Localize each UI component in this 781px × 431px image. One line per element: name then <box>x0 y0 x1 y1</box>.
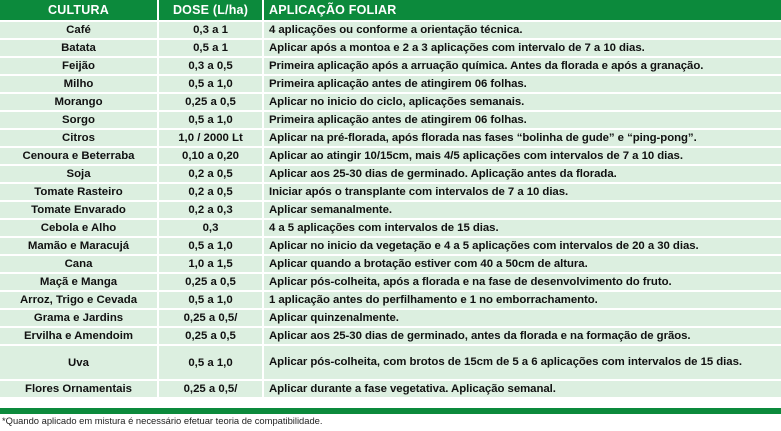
table-row <box>0 148 781 166</box>
cell-aplicacao: Aplicar quinzenalmente. <box>264 310 781 328</box>
cell-dose: 0,25 a 0,5 <box>159 328 264 346</box>
cell-dose: 0,2 a 0,3 <box>159 202 264 220</box>
cell-dose: 0,3 a 0,5 <box>159 58 264 76</box>
cell-cultura: Feijão <box>0 58 159 76</box>
cell-cultura: Arroz, Trigo e Cevada <box>0 292 159 310</box>
table-row <box>0 346 781 381</box>
table-row <box>0 76 781 94</box>
table-row <box>0 202 781 220</box>
cell-aplicacao: Aplicar pós-colheita, após a florada e na fase de desenvolvimento do fruto. <box>264 274 781 292</box>
cell-aplicacao: Aplicar após a montoa e 2 a 3 aplicações com intervalo de 7 a 10 dias. <box>264 40 781 58</box>
cell-cultura: Ervilha e Amendoim <box>0 328 159 346</box>
table-row <box>0 256 781 274</box>
table-header-row <box>0 0 781 22</box>
cell-cultura: Tomate Rasteiro <box>0 184 159 202</box>
cell-cultura: Cana <box>0 256 159 274</box>
table-body <box>0 22 781 399</box>
cell-dose: 0,25 a 0,5 <box>159 274 264 292</box>
cell-cultura: Mamão e Maracujá <box>0 238 159 256</box>
cell-aplicacao: Primeira aplicação após a arruação química. Antes da florada e após a granação. <box>264 58 781 76</box>
cell-dose: 0,5 a 1,0 <box>159 238 264 256</box>
cell-cultura: Soja <box>0 166 159 184</box>
cell-aplicacao: Primeira aplicação antes de atingirem 06 folhas. <box>264 112 781 130</box>
table-row <box>0 166 781 184</box>
cell-cultura: Morango <box>0 94 159 112</box>
cell-cultura: Flores Ornamentais <box>0 381 159 399</box>
cell-dose: 0,25 a 0,5/ <box>159 310 264 328</box>
cell-dose: 0,2 a 0,5 <box>159 166 264 184</box>
table-row <box>0 130 781 148</box>
cell-dose: 0,25 a 0,5 <box>159 94 264 112</box>
cell-aplicacao: 4 a 5 aplicações com intervalos de 15 dias. <box>264 220 781 238</box>
table-row <box>0 238 781 256</box>
cell-cultura: Citros <box>0 130 159 148</box>
table-row <box>0 292 781 310</box>
cell-dose: 0,5 a 1,0 <box>159 346 264 381</box>
cell-cultura: Batata <box>0 40 159 58</box>
table-row <box>0 112 781 130</box>
cell-cultura: Cenoura e Beterraba <box>0 148 159 166</box>
cell-dose: 0,10 a 0,20 <box>159 148 264 166</box>
cell-dose: 0,5 a 1,0 <box>159 292 264 310</box>
cell-cultura: Uva <box>0 346 159 381</box>
cell-dose: 0,5 a 1 <box>159 40 264 58</box>
cell-aplicacao: Aplicar semanalmente. <box>264 202 781 220</box>
table-row <box>0 381 781 399</box>
cell-cultura: Cebola e Alho <box>0 220 159 238</box>
table-row <box>0 40 781 58</box>
cell-dose: 0,3 a 1 <box>159 22 264 40</box>
table-row <box>0 184 781 202</box>
cell-dose: 0,2 a 0,5 <box>159 184 264 202</box>
table-row <box>0 328 781 346</box>
table-row <box>0 22 781 40</box>
cell-dose: 1,0 a 1,5 <box>159 256 264 274</box>
cell-aplicacao: Aplicar quando a brotação estiver com 40 a 50cm de altura. <box>264 256 781 274</box>
cell-cultura: Milho <box>0 76 159 94</box>
footer-bar <box>0 408 781 414</box>
cell-aplicacao: Primeira aplicação antes de atingirem 06 folhas. <box>264 76 781 94</box>
header-cultura: CULTURA <box>0 0 159 22</box>
cell-aplicacao: Aplicar no inicio do ciclo, aplicações semanais. <box>264 94 781 112</box>
cell-dose: 0,5 a 1,0 <box>159 112 264 130</box>
cell-cultura: Café <box>0 22 159 40</box>
cell-cultura: Sorgo <box>0 112 159 130</box>
cell-aplicacao: 1 aplicação antes do perfilhamento e 1 no emborrachamento. <box>264 292 781 310</box>
cell-cultura: Tomate Envarado <box>0 202 159 220</box>
cell-aplicacao: Aplicar aos 25-30 dias de germinado. Aplicação antes da florada. <box>264 166 781 184</box>
table-row <box>0 58 781 76</box>
cell-aplicacao: Aplicar pós-colheita, com brotos de 15cm de 5 a 6 aplicações com intervalos de 15 dias. <box>264 346 781 381</box>
cell-dose: 0,25 a 0,5/ <box>159 381 264 399</box>
cell-aplicacao: Aplicar na pré-florada, após florada nas fases “bolinha de gude” e “ping-pong”. <box>264 130 781 148</box>
table-row <box>0 220 781 238</box>
cell-aplicacao: Aplicar no inicio da vegetação e 4 a 5 aplicações com intervalos de 20 a 30 dias. <box>264 238 781 256</box>
cell-cultura: Grama e Jardins <box>0 310 159 328</box>
cell-aplicacao: Aplicar aos 25-30 dias de germinado, antes da florada e na formação de grãos. <box>264 328 781 346</box>
cell-aplicacao: Aplicar durante a fase vegetativa. Aplicação semanal. <box>264 381 781 399</box>
table-row <box>0 274 781 292</box>
cell-aplicacao: Aplicar ao atingir 10/15cm, mais 4/5 aplicações com intervalos de 7 a 10 dias. <box>264 148 781 166</box>
cell-dose: 0,5 a 1,0 <box>159 76 264 94</box>
cell-cultura: Maçã e Manga <box>0 274 159 292</box>
table-row <box>0 310 781 328</box>
cell-aplicacao: Iniciar após o transplante com intervalos de 7 a 10 dias. <box>264 184 781 202</box>
cell-dose: 0,3 <box>159 220 264 238</box>
cell-aplicacao: 4 aplicações ou conforme a orientação técnica. <box>264 22 781 40</box>
footnote: *Quando aplicado em mistura é necessário efetuar teoria de compatibilidade. <box>2 415 323 426</box>
cell-dose: 1,0 / 2000 Lt <box>159 130 264 148</box>
table-row <box>0 94 781 112</box>
header-dose: DOSE (L/ha) <box>159 0 264 22</box>
header-aplicacao: APLICAÇÃO FOLIAR <box>264 0 781 22</box>
